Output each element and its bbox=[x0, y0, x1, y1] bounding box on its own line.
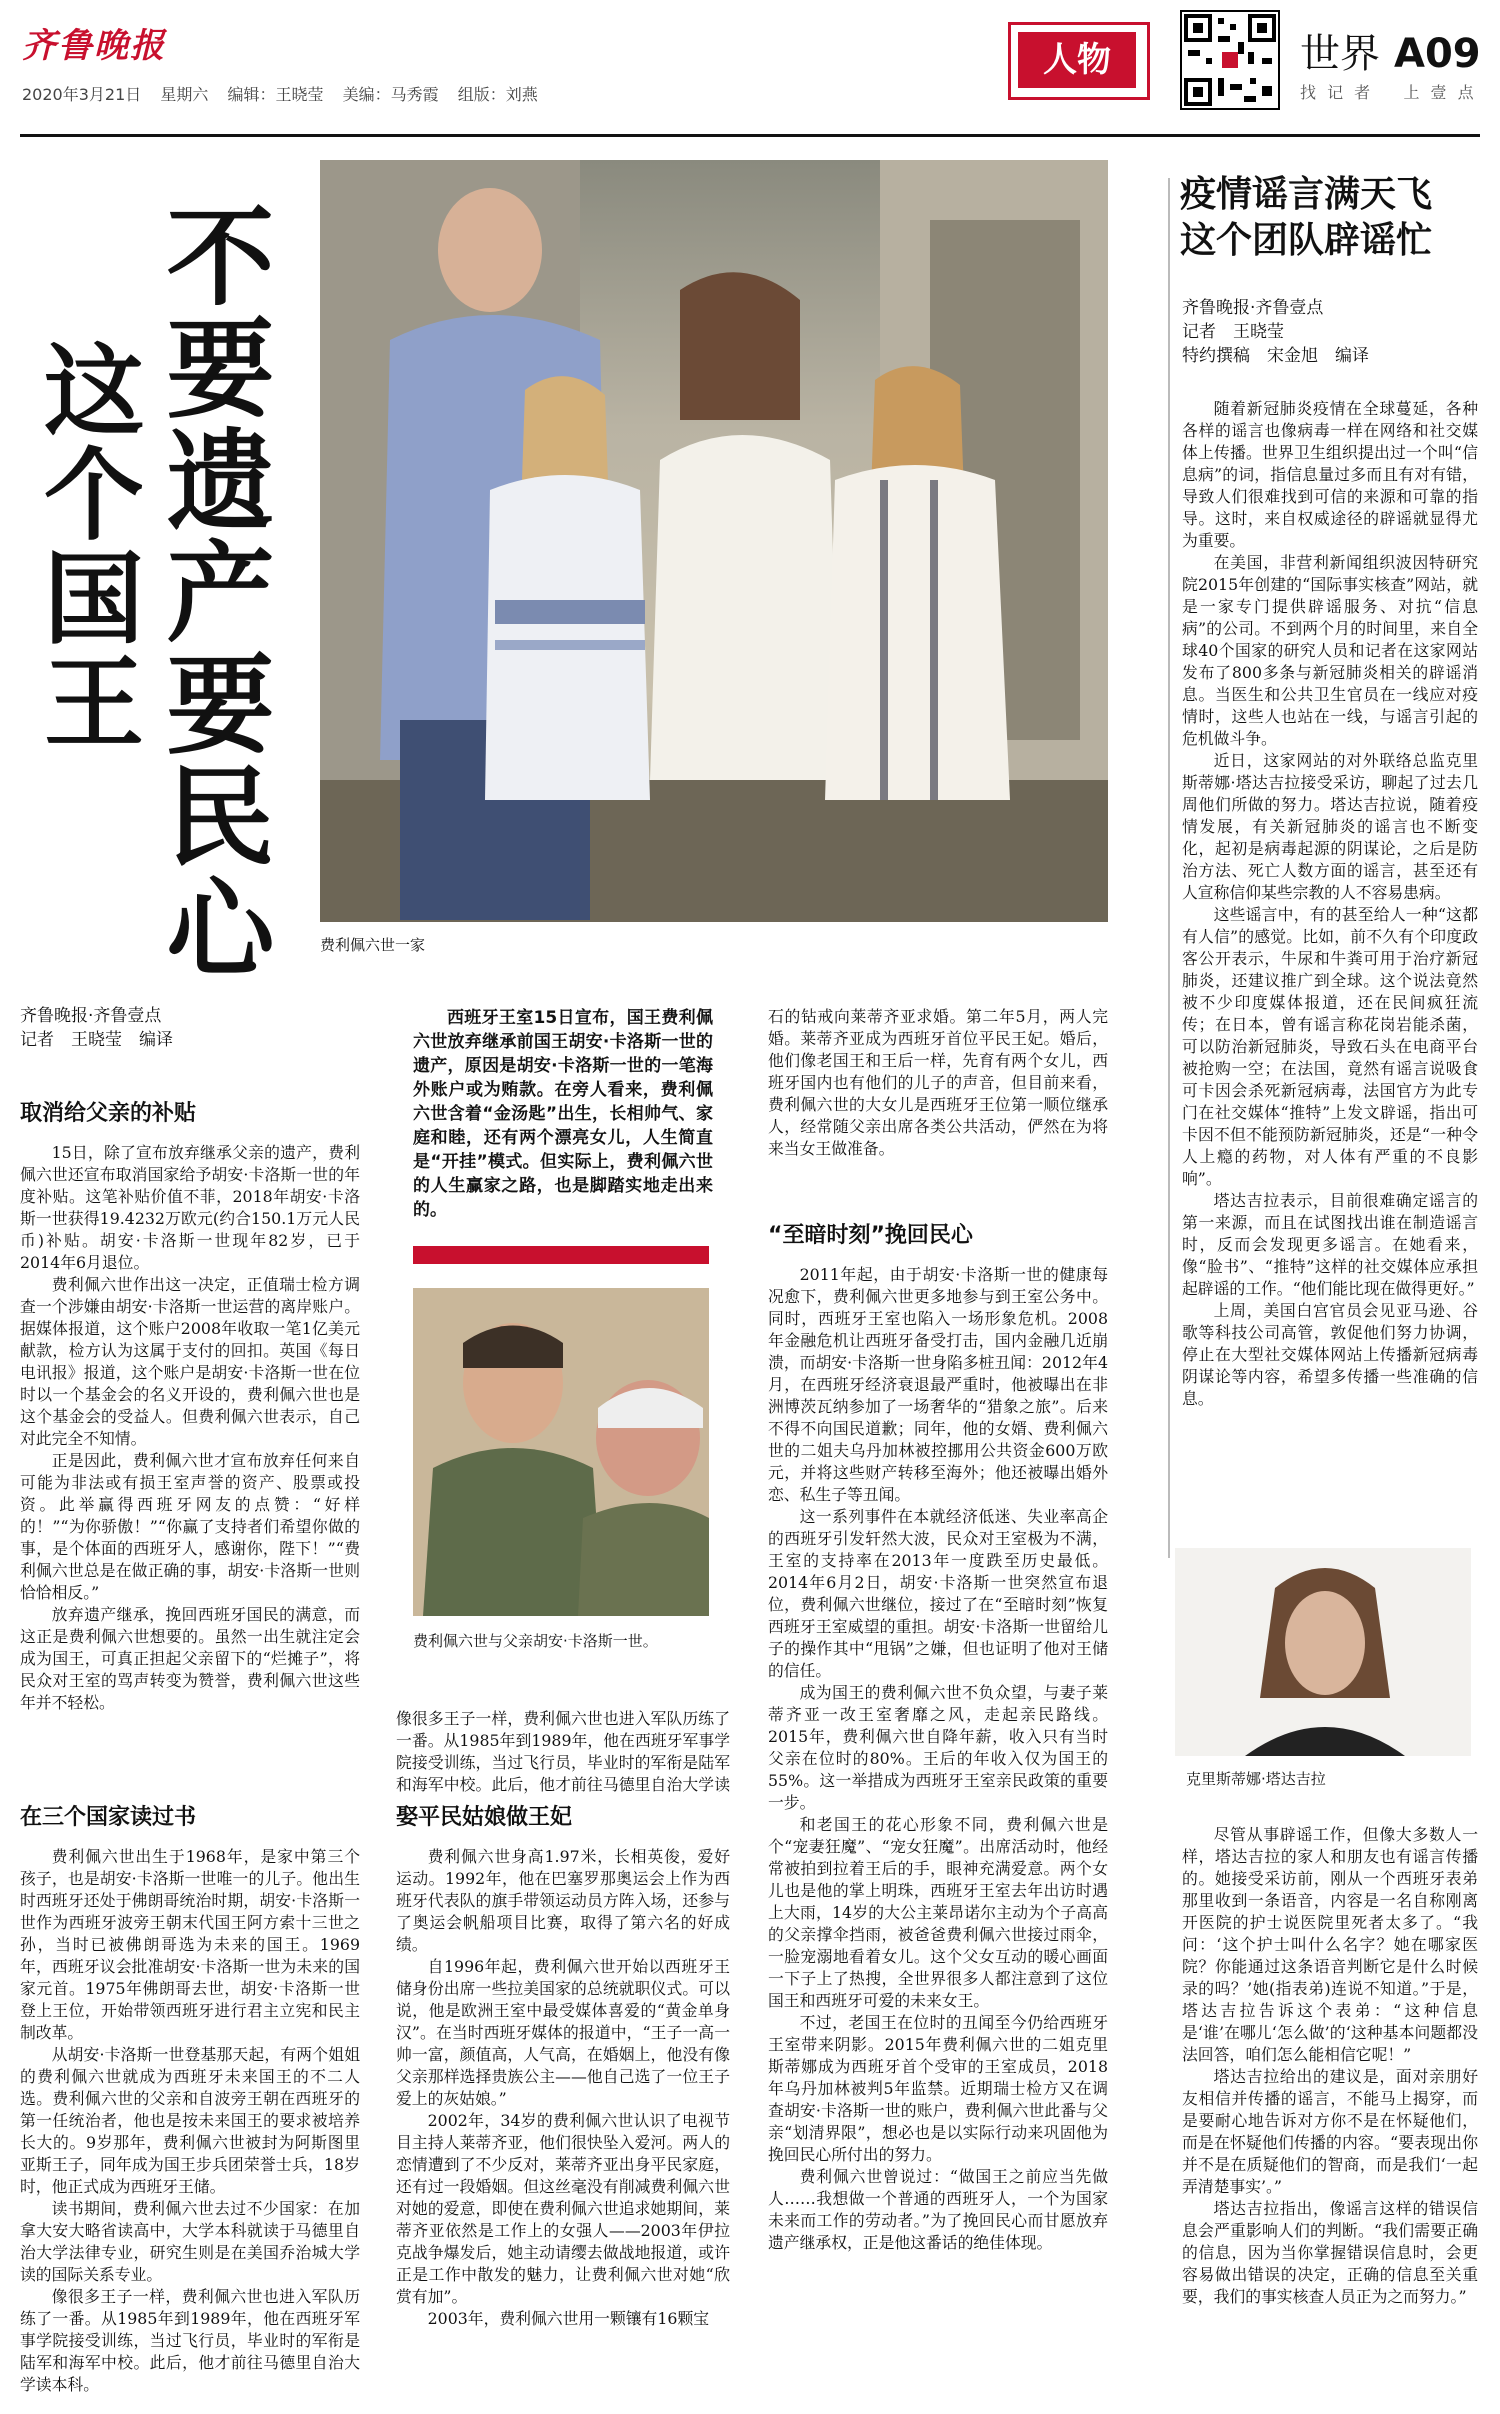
paragraph: 2011年起，由于胡安·卡洛斯一世的健康每况愈下，费利佩六世更多地参与到王室公务中。同时，西班牙王室也陷入一场形象危机。2008年金融危机让西班牙备受打击，国内金融几近崩溃，而胡安·卡洛斯一世身陷多桩丑闻：2012年4月，在西班牙经济衰退最严重时，他被曝出在非洲博茨瓦纳参加了一场奢华的“猎象之旅”。后来不得不向国民道歉；同年，他的女婿、费利佩六世的二姐夫乌丹加林被控挪用公共资金600万欧元，并将这些财产转移至海外；他还被曝出婚外恋、私生子等丑闻。 bbox=[768, 1265, 1108, 1504]
subhead-education: 在三个国家读过书 bbox=[20, 1805, 197, 1830]
paragraph: 在美国，非营利新闻组织波因特研究院2015年创建的“国际事实核查”网站，就是一家专门提供辟谣服务、对抗“信息病”的公司。不到两个月的时间里，来自全球40个国家的研究人员和记者在这家网站发布了800多条与新冠肺炎相关的辟谣消息。当医生和公共卫生官员在一线应对疫情时，这些人也站在一线，与谣言引起的危机做斗争。 bbox=[1182, 553, 1478, 748]
rumor-byline-source: 齐鲁晚报·齐鲁壹点 bbox=[1182, 298, 1324, 318]
subhead-darkest-moment: “至暗时刻”挽回民心 bbox=[768, 1223, 973, 1248]
col1-part-b bbox=[20, 1846, 360, 2396]
header-rule bbox=[20, 134, 1480, 137]
headline-line-1: 不要遗产要民心 bbox=[148, 200, 273, 984]
paragraph: 像很多王子一样，费利佩六世也进入军队历练了一番。从1985年到1989年，他在西班牙军事学院接受训练，当过飞行员，毕业时的军衔是陆军和海军中校。此后，他才前往马德里自治大学读本科。 bbox=[20, 2287, 360, 2394]
paragraph: 尽管从事辟谣工作，但像大多数人一样，塔达吉拉的家人和朋友也有谣言传播的。她接受采访前，刚从一个西班牙表弟那里收到一条语音，内容是一名自称刚离开医院的护士说医院里死者太多了。“我问：‘这个护士叫什么名字？她在哪家医院？你能通过这条语音判断它是什么时候录的吗？’她(指表弟)连说不知道。”于是，塔达吉拉告诉这个表弟：“这种信息是‘谁’在哪儿‘怎么做’的‘这种基本问题都没法回答，咱们怎么能相信它呢！” bbox=[1182, 1825, 1478, 2064]
issue-meta bbox=[22, 82, 552, 105]
paragraph: 从胡安·卡洛斯一世登基那天起，有两个姐姐的费利佩六世就成为西班牙未来国王的不二人选。费利佩六世的父亲和自波旁王朝在西班牙的第一任统治者，他也是按未来国王的要求被培养长大的。9岁那年，费利佩六世被封为阿斯图里亚斯王子，同年成为国王步兵团荣誉士兵，18岁时，他正式成为西班牙王储。 bbox=[20, 2045, 360, 2196]
main-byline-author: 记者 王晓莹 编译 bbox=[20, 1030, 173, 1050]
king-father-photo bbox=[413, 1288, 709, 1616]
paragraph: 上周，美国白宫官员会见亚马逊、谷歌等科技公司高管，敦促他们努力协调，停止在大型社交媒体网站上传播新冠病毒阴谋论等内容，希望多传播一些准确的信息。 bbox=[1182, 1301, 1478, 1408]
rumor-byline-reporter: 记者 王晓莹 bbox=[1182, 322, 1284, 342]
paragraph: 塔达吉拉表示，目前很难确定谣言的第一来源，而且在试图找出谁在制造谣言时，反而会发现更多谣言。在她看来，像“脸书”、“推特”这样的社交媒体应承担起辟谣的工作。“他们能比现在做得更好。” bbox=[1182, 1191, 1478, 1298]
art-editor-credit: 美编：马秀霞 bbox=[342, 85, 439, 104]
page-label bbox=[1300, 22, 1481, 79]
paragraph: 费利佩六世作出这一决定，正值瑞士检方调查一个涉嫌由胡安·卡洛斯一世运营的离岸账户。据媒体报道，这个账户2008年收取一笔1亿美元献款，检方认为这属于支付的回扣。英国《每日电讯报》报道，这个账户是胡安·卡洛斯一世在位时以一个基金会的名义开设的，费利佩六世也是这个基金会的受益人。但费利佩六世表示，自己对此完全不知情。 bbox=[20, 1275, 360, 1448]
section-tag: 人物 bbox=[1018, 32, 1136, 88]
column-name: 世界 bbox=[1300, 31, 1380, 77]
contact-line bbox=[1300, 80, 1474, 103]
paragraph: 近日，这家网站的对外联络总监克里斯蒂娜·塔达吉拉接受采访，聊起了过去几周他们所做的努力。塔达吉拉说，随着疫情发展，有关新冠肺炎的谣言也不断变化，起初是病毒起源的阴谋论，之后是防治方法、死亡人数方面的谣言，甚至还有人宣称信仰某些宗教的人不容易患病。 bbox=[1182, 751, 1478, 902]
rumor-byline-editor: 特约撰稿 宋金旭 编译 bbox=[1182, 346, 1369, 366]
paragraph: 2002年，34岁的费利佩六世认识了电视节目主持人莱蒂齐亚，他们很快坠入爱河。两人的恋情遭到了不少反对，莱蒂齐亚出身平民家庭，还有过一段婚姻。但这丝毫没有削减费利佩六世对她的爱意，即使在费利佩六世追求她期间，莱蒂齐亚依然是工作上的女强人——2003年伊拉克战争爆发后，她主动请缨去做战地报道，或许正是工作中散发的魅力，让费利佩六世对她“欣赏有加”。 bbox=[396, 2111, 730, 2306]
issue-date: 2020年3月21日 bbox=[22, 85, 142, 104]
paragraph: 2003年，费利佩六世用一颗镶有16颗宝 bbox=[427, 2309, 710, 2328]
col3-part-a bbox=[768, 1006, 1108, 1194]
page-number: A09 bbox=[1394, 31, 1481, 77]
subhead-subsidy: 取消给父亲的补贴 bbox=[20, 1101, 197, 1126]
paragraph: 读书期间，费利佩六世去过不少国家：在加拿大安大略省读高中，大学本科就读于马德里自治大学法律专业，研究生则是在美国乔治城大学读的国际关系专业。 bbox=[20, 2199, 360, 2284]
app-label: 上 壹 点 bbox=[1403, 83, 1474, 102]
headline-line-2: 这个国王 bbox=[27, 338, 144, 754]
issue-weekday: 星期六 bbox=[160, 85, 209, 104]
subhead-marriage: 娶平民姑娘做王妃 bbox=[396, 1805, 573, 1830]
paragraph: 石的钻戒向莱蒂齐亚求婚。第二年5月，两人完婚。莱蒂齐亚成为西班牙首位平民王妃。婚后，他们像老国王和王后一样，先育有两个女儿，西班牙国内也有他们的儿子的声音，但目前来看，费利佩六世的大女儿是西班牙王位第一顺位继承人，经常随父亲出席各类公共活动，俨然在为将来当女王做准备。 bbox=[768, 1007, 1108, 1158]
paragraph: 这些谣言中，有的甚至给人一种“这都有人信”的感觉。比如，前不久有个印度政客公开表示，牛尿和牛粪可用于治疗新冠肺炎，还建议推广到全球。这个说法竟然被不少印度媒体报道，还在民间疯狂流传；在日本，曾有谣言称花岗岩能杀菌，可以防治新冠肺炎，导致石头在电商平台被抢购一空；在法国，竟然有谣言说吸食可卡因会杀死新冠病毒，法国官方为此专门在社交媒体“推特”上发文辟谣，指出可卡因不但不能预防新冠肺炎，还是“一种令人上瘾的药物，对人体有严重的不良影响”。 bbox=[1182, 905, 1478, 1188]
paragraph: 随着新冠肺炎疫情在全球蔓延，各种各样的谣言也像病毒一样在网络和社交媒体上传播。世界卫生组织提出过一个叫“信息病”的词，指信息量过多而且有对有错，导致人们很难找到可信的来源和可靠的指导。这时，来自权威途径的辟谣就显得尤为重要。 bbox=[1182, 399, 1478, 550]
paragraph: 自1996年起，费利佩六世开始以西班牙王储身份出席一些拉美国家的总统就职仪式。可以说，他是欧洲王室中最受媒体喜爱的“黄金单身汉”。在当时西班牙媒体的报道中，“王子一高一帅一富，颜值高，人气高，在婚姻上，他没有像父亲那样选择贵族公主——他自己选了一位王子爱上的灰姑娘。” bbox=[396, 1957, 730, 2108]
tardaguila-photo-caption: 克里斯蒂娜·塔达吉拉 bbox=[1186, 1770, 1326, 1788]
layout-credit: 组版：刘燕 bbox=[457, 85, 538, 104]
rumor-title-line-1: 疫情谣言满天飞 bbox=[1180, 174, 1433, 215]
qr-code-icon bbox=[1180, 10, 1280, 110]
rumor-article-title bbox=[1180, 172, 1480, 264]
paragraph: 费利佩六世身高1.97米，长相英俊，爱好运动。1992年，他在巴塞罗那奥运会上作为西班牙代表队的旗手带领运动员方阵入场，还参与了奥运会帆船项目比赛，取得了第六名的好成绩。 bbox=[396, 1847, 730, 1954]
family-photo-caption: 费利佩六世一家 bbox=[320, 936, 426, 954]
paragraph: 和老国王的花心形象不同，费利佩六世是个“宠妻狂魔”、“宠女狂魔”。出席活动时，他经常被拍到拉着王后的手，眼神充满爱意。两个女儿也是他的掌上明珠，西班牙王室去年出访时遇上大雨，14岁的大公主莱昂诺尔主动为个子高高的父亲撑伞挡雨，被爸爸费利佩六世接过雨伞，一脸宠溺地看着女儿。这个父女互动的暖心画面一下子上了热搜，全世界很多人都注意到了这位国王和西班牙可爱的未来女王。 bbox=[768, 1815, 1108, 2010]
main-byline-source: 齐鲁晚报·齐鲁壹点 bbox=[20, 1006, 162, 1026]
paragraph: 费利佩六世曾说过：“做国王之前应当先做人……我想做一个普通的西班牙人，一个为国家未来而工作的劳动者。”为了挽回民心而甘愿放弃遗产继承权，正是他这番话的绝佳体现。 bbox=[768, 2167, 1108, 2252]
rumor-title-line-2: 这个团队辟谣忙 bbox=[1180, 220, 1433, 261]
paragraph: 塔达吉拉指出，像谣言这样的错误信息会严重影响人们的判断。“我们需要正确的信息，因为当你掌握错误信息时，会更容易做出错误的决定，正确的信息至关重要，我们的事实核查人员正为之而努力。” bbox=[1182, 2199, 1478, 2306]
paragraph: 不过，老国王在位时的丑闻至今仍给西班牙王室带来阴影。2015年费利佩六世的二姐克里斯蒂娜成为西班牙首个受审的王室成员，2018年乌丹加林被判5年监禁。近期瑞士检方又在调查胡安·卡洛斯一世的账户，费利佩六世此番与父亲“划清界限”，想必也是以实际行动来巩固他为挽回民心所付出的努力。 bbox=[768, 2013, 1108, 2164]
main-byline bbox=[20, 1004, 360, 1052]
rumor-body-a bbox=[1182, 398, 1478, 1528]
col2-continuation bbox=[396, 1708, 730, 1796]
paragraph: 像很多王子一样，费利佩六世也进入军队历练了一番。从1985年到1989年，他在西班牙军事学院接受训练，当过飞行员，毕业时的军衔是陆军和海军中校。此后，他才前往马德里自治大学读 bbox=[396, 1709, 730, 1794]
paragraph: 放弃遗产继承，挽回西班牙国民的满意，而这正是费利佩六世想要的。虽然一出生就注定会成为国王，可真正担起父亲留下的“烂摊子”，将民众对王室的骂声转变为赞誉，费利佩六世这些年并不轻松。 bbox=[20, 1605, 360, 1712]
tardaguila-photo bbox=[1175, 1548, 1471, 1756]
column-rule bbox=[1168, 178, 1170, 1558]
col1-part-a bbox=[20, 1142, 360, 1788]
col2-part-b bbox=[396, 1846, 730, 2396]
king-photo-caption: 费利佩六世与父亲胡安·卡洛斯一世。 bbox=[413, 1632, 658, 1650]
paragraph: 成为国王的费利佩六世不负众望，与妻子莱蒂齐亚一改王室奢靡之风，走起亲民路线。2015年，费利佩六世自降年薪，收入只有当时父亲在位时的80%。王后的年收入仅为国王的55%。这一举措成为西班牙王室亲民政策的重要一步。 bbox=[768, 1683, 1108, 1812]
rumor-byline bbox=[1182, 296, 1478, 368]
lead-divider bbox=[413, 1246, 709, 1264]
editor-credit: 编辑：王晓莹 bbox=[227, 85, 324, 104]
find-reporter-label: 找 记 者 bbox=[1300, 83, 1371, 102]
paragraph: 15日，除了宣布放弃继承父亲的遗产，费利佩六世还宣布取消国家给予胡安·卡洛斯一世的年度补贴。这笔补贴价值不菲，2018年胡安·卡洛斯一世获得19.4232万欧元(约合150.1万元人民币)补贴。胡安·卡洛斯一世现年82岁，已于2014年6月退位。 bbox=[20, 1143, 360, 1272]
paragraph: 塔达吉拉给出的建议是，面对亲朋好友相信并传播的谣言，不能马上揭穿，而是要耐心地告诉对方你不是在怀疑他们，而是在怀疑他们传播的内容。“要表现出你并不是在质疑他们的智商，而是我们‘一起弄清楚事实’。” bbox=[1182, 2067, 1478, 2196]
col3-part-b bbox=[768, 1264, 1108, 2396]
rumor-body-b bbox=[1182, 1824, 1478, 2396]
paragraph: 费利佩六世出生于1968年，是家中第三个孩子，也是胡安·卡洛斯一世唯一的儿子。他出生时西班牙还处于佛朗哥统治时期，胡安·卡洛斯一世作为西班牙波旁王朝末代国王阿方索十三世之孙，当时已被佛朗哥选为未来的国王。1969年，西班牙议会批准胡安·卡洛斯一世为未来的国家元首。1975年佛朗哥去世，胡安·卡洛斯一世登上王位，开始带领西班牙进行君主立宪和民主制改革。 bbox=[20, 1847, 360, 2042]
newspaper-logo: 齐鲁晚报 bbox=[22, 26, 166, 66]
family-photo bbox=[320, 160, 1108, 922]
paragraph: 正是因此，费利佩六世才宣布放弃任何来自可能为非法或有损王室声誉的资产、股票或投资。此举赢得西班牙网友的点赞：“好样的！”“为你骄傲！”“你赢了支持者们希望你做的事，是个体面的西班牙人，感谢你，陛下！”“费利佩六世总是在做正确的事，胡安·卡洛斯一世则恰恰相反。” bbox=[20, 1451, 360, 1602]
paragraph: 这一系列事件在本就经济低迷、失业率高企的西班牙引发轩然大波，民众对王室极为不满，王室的支持率在2013年一度跌至历史最低。2014年6月2日，胡安·卡洛斯一世突然宣布退位，费利佩六世继位，接过了在“至暗时刻”恢复西班牙王室威望的重担。胡安·卡洛斯一世留给儿子的操作其中“甩锅”之嫌，但也证明了他对王储的信任。 bbox=[768, 1507, 1108, 1680]
lead-paragraph: 西班牙王室15日宣布，国王费利佩六世放弃继承前国王胡安·卡洛斯一世的遗产，原因是胡安·卡洛斯一世的一笔海外账户或为贿款。在旁人看来，费利佩六世含着“金汤匙”出生，长相帅气、家庭和睦，还有两个漂亮女儿，人生简直是“开挂”模式。但实际上，费利佩六世的人生赢家之路，也是脚踏实地走出来的。 bbox=[413, 1008, 713, 1220]
